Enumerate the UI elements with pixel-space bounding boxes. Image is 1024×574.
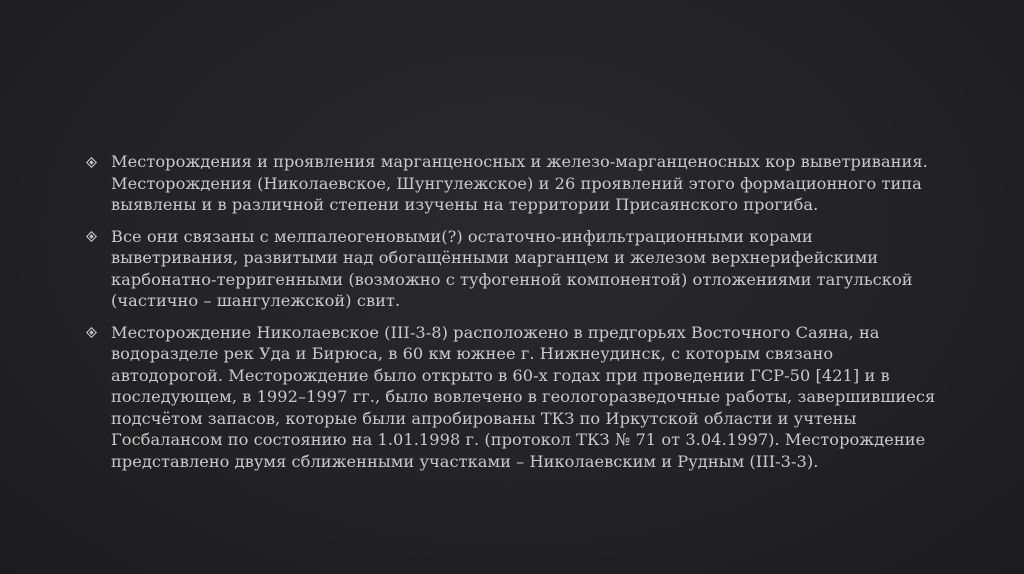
diamond-bullet-icon [84, 323, 98, 343]
bullet-item [84, 151, 944, 216]
bullet-text: Месторождение Николаевское (III-3-8) расположено в предгорьях Восточного Саяна, на водоразделе рек Уда и Бирюса, в 60 км южнее г. Нижнеудинск, с которым связано автодорогой. Месторождение было открыто в 60-х годах при проведении ГСР-50 [421] и в последующем, в 1992–1997 гг., было вовлечено в геологоразведочные работы, завершившиеся подсчётом запасов, которые были апробированы ТКЗ по Иркутской области и учтены Госбалансом по состоянию на 1.01.1998 г. (протокол ТКЗ № 71 от 3.04.1997). Месторождение представлено двумя сближенными участками – Николаевским и Рудным (III-3-3). [111, 322, 936, 471]
diamond-bullet-icon [84, 227, 98, 247]
diamond-bullet-icon [84, 152, 98, 172]
bullet-item [84, 322, 944, 473]
bullet-item [84, 226, 944, 312]
slide-content [84, 151, 944, 482]
bullet-text: Все они связаны с мелпалеогеновыми(?) остаточно-инфильтрационными корами выветривания, развитыми над обогащёнными марганцем и железом верхнерифейскими карбонатно-терригенными (возможно с туфогенной компонентой) отложениями тагульской (частично – шангулежской) свит. [111, 226, 913, 310]
bullet-text: Месторождения и проявления марганценосных и железо-марганценосных кор выветривания. Месторождения (Николаевское, Шунгулежское) и 26 проявлений этого формационного типа выявлены и в различной степени изучены на территории Присаянского прогиба. [111, 152, 928, 214]
